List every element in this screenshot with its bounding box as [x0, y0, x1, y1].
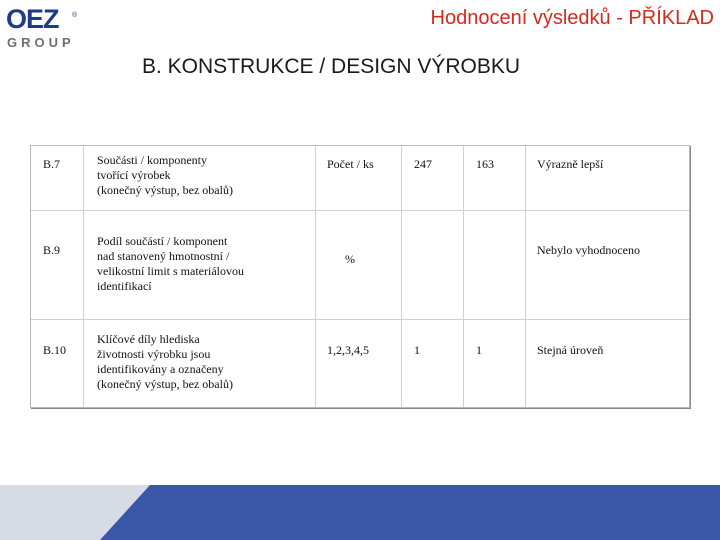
row-value-2: 1 [476, 343, 482, 357]
row-value-1: 247 [414, 157, 432, 171]
description-line: tvořící výrobek [97, 168, 171, 182]
row-description [97, 234, 244, 294]
row-result: Výrazně lepší [537, 157, 604, 171]
section-title: B. KONSTRUKCE / DESIGN VÝROBKU [142, 55, 521, 78]
row-code: B.7 [43, 157, 61, 171]
description-line: identifikací [97, 279, 152, 293]
column-divider [83, 146, 84, 407]
row-code: B.9 [43, 243, 61, 257]
row-result: Nebylo vyhodnoceno [537, 243, 640, 257]
description-line: nad stanovený hmotnostní / [97, 249, 230, 263]
results-table [30, 145, 690, 408]
row-divider [31, 319, 689, 320]
page-title: Hodnocení výsledků - PŘÍKLAD [430, 7, 714, 29]
row-description [97, 332, 233, 392]
description-line: Podíl součástí / komponent [97, 234, 228, 248]
row-unit: Počet / ks [327, 157, 374, 171]
column-divider [401, 146, 402, 407]
row-value-1: 1 [414, 343, 420, 357]
description-line: (konečný výstup, bez obalů) [97, 377, 233, 391]
row-code: B.10 [43, 343, 67, 357]
row-result: Stejná úroveň [537, 343, 604, 357]
row-divider [31, 210, 689, 211]
description-line: Klíčové díly hlediska [97, 332, 200, 346]
row-unit: % [345, 252, 355, 266]
description-line: Součásti / komponenty [97, 153, 207, 167]
logo-registered-mark: ® [72, 12, 78, 19]
column-divider [525, 146, 526, 407]
column-divider [315, 146, 316, 407]
description-line: (konečný výstup, bez obalů) [97, 183, 233, 197]
decorative-bottom-band [0, 485, 720, 540]
oez-group-logo [6, 4, 84, 54]
row-unit: 1,2,3,4,5 [327, 343, 369, 357]
logo-subtitle: GROUP [7, 35, 75, 50]
bottom-band-blue [100, 485, 720, 540]
row-value-2: 163 [476, 157, 494, 171]
row-description [97, 153, 233, 198]
description-line: identifikovány a označeny [97, 362, 224, 376]
column-divider [463, 146, 464, 407]
description-line: životnosti výrobku jsou [97, 347, 211, 361]
description-line: velikostní limit s materiálovou [97, 264, 244, 278]
logo-wordmark: OEZ [6, 4, 59, 34]
